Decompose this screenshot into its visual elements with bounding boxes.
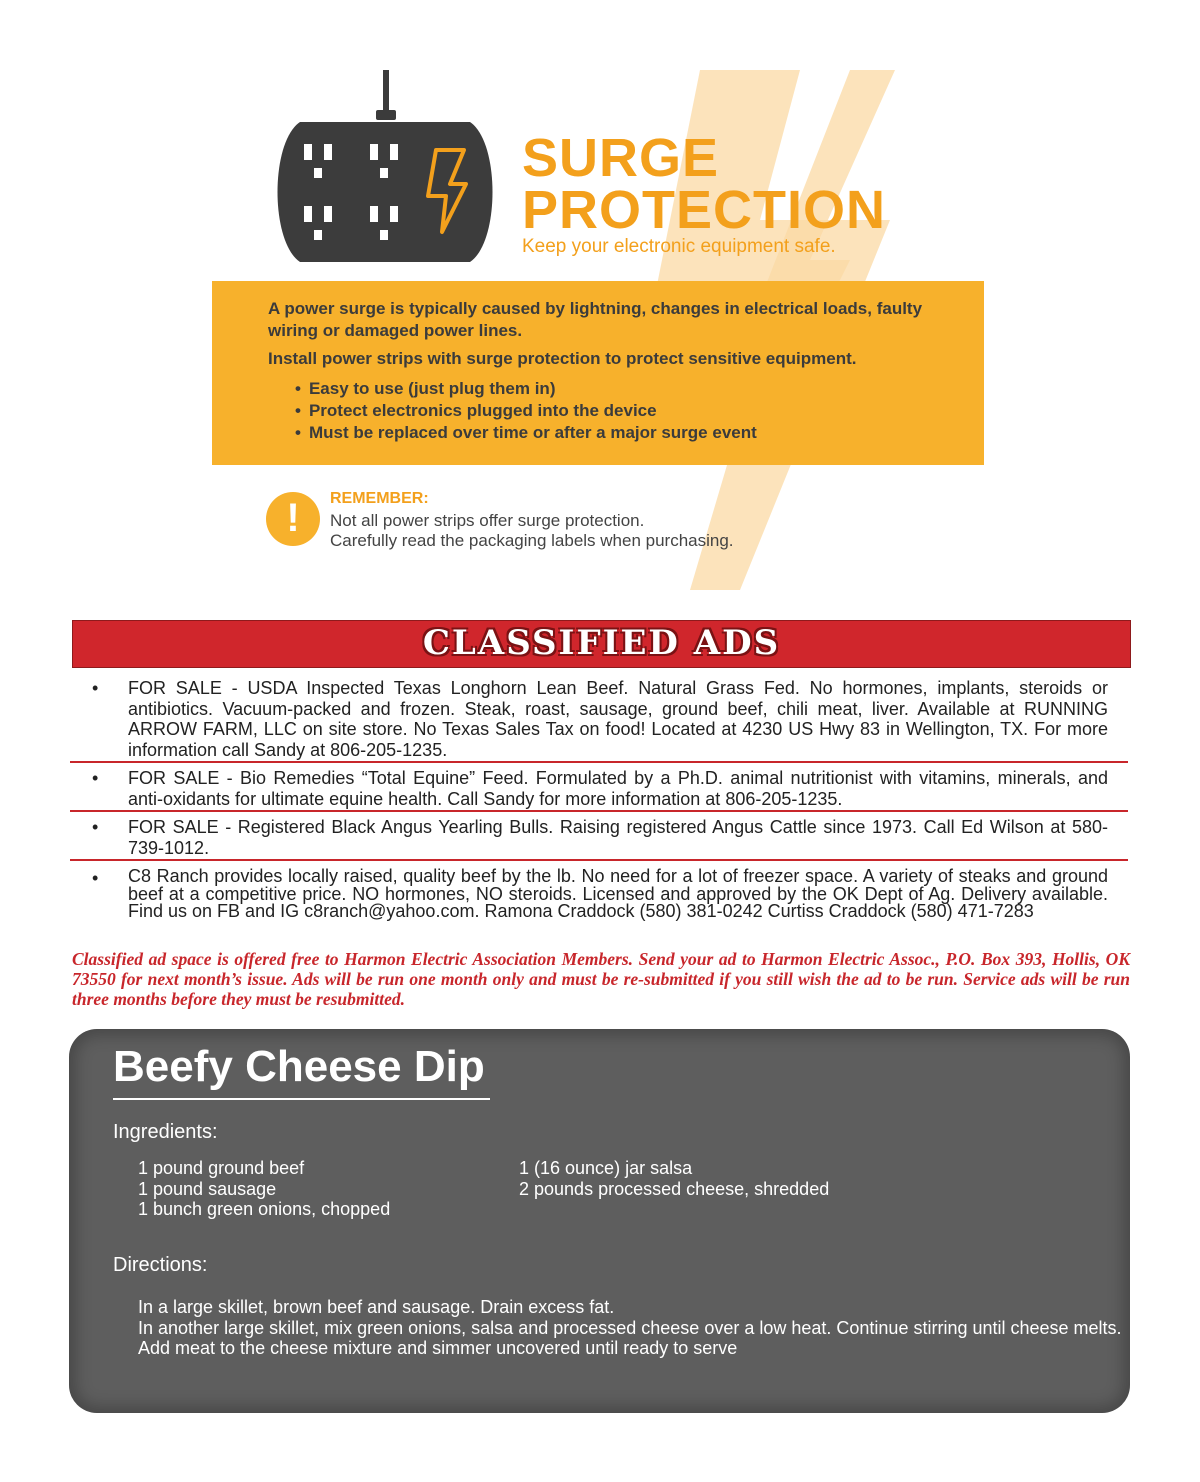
bullet-icon: • — [92, 768, 99, 788]
exclamation-icon: ! — [266, 492, 320, 546]
recipe-title: Beefy Cheese Dip — [113, 1042, 485, 1091]
ingredients-column-1 — [138, 1158, 390, 1220]
surge-bullet: • Must be replaced over time or after a major surge event — [295, 422, 757, 444]
power-strip-icon — [270, 122, 500, 262]
remember-line: Carefully read the packaging labels when purchasing. — [330, 531, 734, 550]
surge-bullet: • Easy to use (just plug them in) — [295, 378, 757, 400]
power-cord-plug — [376, 110, 396, 120]
classified-ads-header — [72, 620, 1131, 668]
direction-step: Add meat to the cheese mixture and simmer uncovered until ready to serve — [138, 1338, 738, 1358]
classified-ad-text: FOR SALE - Registered Black Angus Yearling Bulls. Raising registered Angus Cattle since 1973. Call Ed Wilson at 580-739-1012. — [128, 817, 1108, 858]
classified-ad-text: FOR SALE - Bio Remedies “Total Equine” Feed. Formulated by a Ph.D. animal nutritionist with vitamins, minerals, and anti-oxidants for ultimate equine health. Call Sandy for more information at 806-205-1235. — [128, 768, 1108, 809]
classified-ads-footer-note: Classified ad space is offered free to Harmon Electric Association Members. Send your ad to Harmon Electric Assoc., P.O. Box 393, Hollis, OK 73550 for next month’s issue. Ads will be run one month only and must be re-submitted if you still wish the ad to be run. Service ads will be run three months before they must be resubmitted. — [72, 949, 1130, 1009]
ingredient-item: 2 pounds processed cheese, shredded — [519, 1178, 830, 1199]
directions-list — [138, 1297, 1122, 1359]
surge-title-line1: SURGE — [522, 128, 720, 188]
direction-step: In a large skillet, brown beef and sausage. Drain excess fat. — [138, 1297, 615, 1317]
bullet-icon: • — [92, 678, 99, 698]
ad-divider — [70, 810, 1128, 812]
classified-ad-text: C8 Ranch provides locally raised, quality beef by the lb. No need for a lot of freezer space. A variety of steaks and ground beef at a competitive price. NO hormones, NO steroids. Licensed and approved by the OK Dept of Ag. Delivery available. Find us on FB and IG c8ranch@yahoo.com. Ramona Craddock (580) 381-0242 Curtiss Craddock (580) 471-7283 — [128, 866, 1108, 921]
recipe-card — [69, 1029, 1130, 1413]
power-cord — [383, 70, 389, 114]
title-underline — [113, 1098, 490, 1100]
directions-heading: Directions: — [113, 1254, 208, 1276]
ad-divider — [70, 859, 1128, 861]
surge-bullet-list — [295, 378, 757, 444]
classified-ads-title: CLASSIFIED ADS — [422, 623, 781, 663]
ad-divider — [70, 761, 1128, 763]
bullet-icon: • — [92, 817, 99, 837]
ingredient-item: 1 pound ground beef — [138, 1158, 305, 1178]
surge-bullet: • Protect electronics plugged into the device — [295, 400, 757, 422]
ingredient-item: 1 pound sausage — [138, 1178, 277, 1199]
classified-ad-text: FOR SALE - USDA Inspected Texas Longhorn Lean Beef. Natural Grass Fed. No hormones, implants, steroids or antibiotics. Vacuum-packed and frozen. Steak, roast, sausage, ground beef, chili meat, liver. Available at RUNNING ARROW FARM, LLC on site store. No Texas Sales Tax on food! Located at 4230 US Hwy 83 in Wellington, TX. For more information call Sandy at 806-205-1235. — [128, 678, 1108, 760]
surge-title-line2: PROTECTION — [522, 180, 887, 240]
surge-protection-infographic — [0, 0, 1200, 600]
ingredient-item: 1 (16 ounce) jar salsa — [519, 1158, 693, 1178]
direction-step: In another large skillet, mix green onions, salsa and processed cheese over a low heat. Continue stirring until cheese melts. — [138, 1317, 1122, 1338]
ingredients-column-2 — [519, 1158, 829, 1199]
surge-paragraph-install: Install power strips with surge protection to protect sensitive equipment. — [268, 349, 857, 368]
bullet-icon: • — [92, 868, 99, 888]
ingredient-item: 1 bunch green onions, chopped — [138, 1199, 391, 1219]
surge-paragraph-causes: A power surge is typically caused by lightning, changes in electrical loads, faulty wiring or damaged power lines. — [268, 299, 923, 340]
surge-subtitle: Keep your electronic equipment safe. — [522, 236, 836, 257]
remember-line: Not all power strips offer surge protection. — [330, 511, 645, 530]
remember-heading: REMEMBER: — [330, 490, 429, 507]
ingredients-heading: Ingredients: — [113, 1121, 218, 1143]
